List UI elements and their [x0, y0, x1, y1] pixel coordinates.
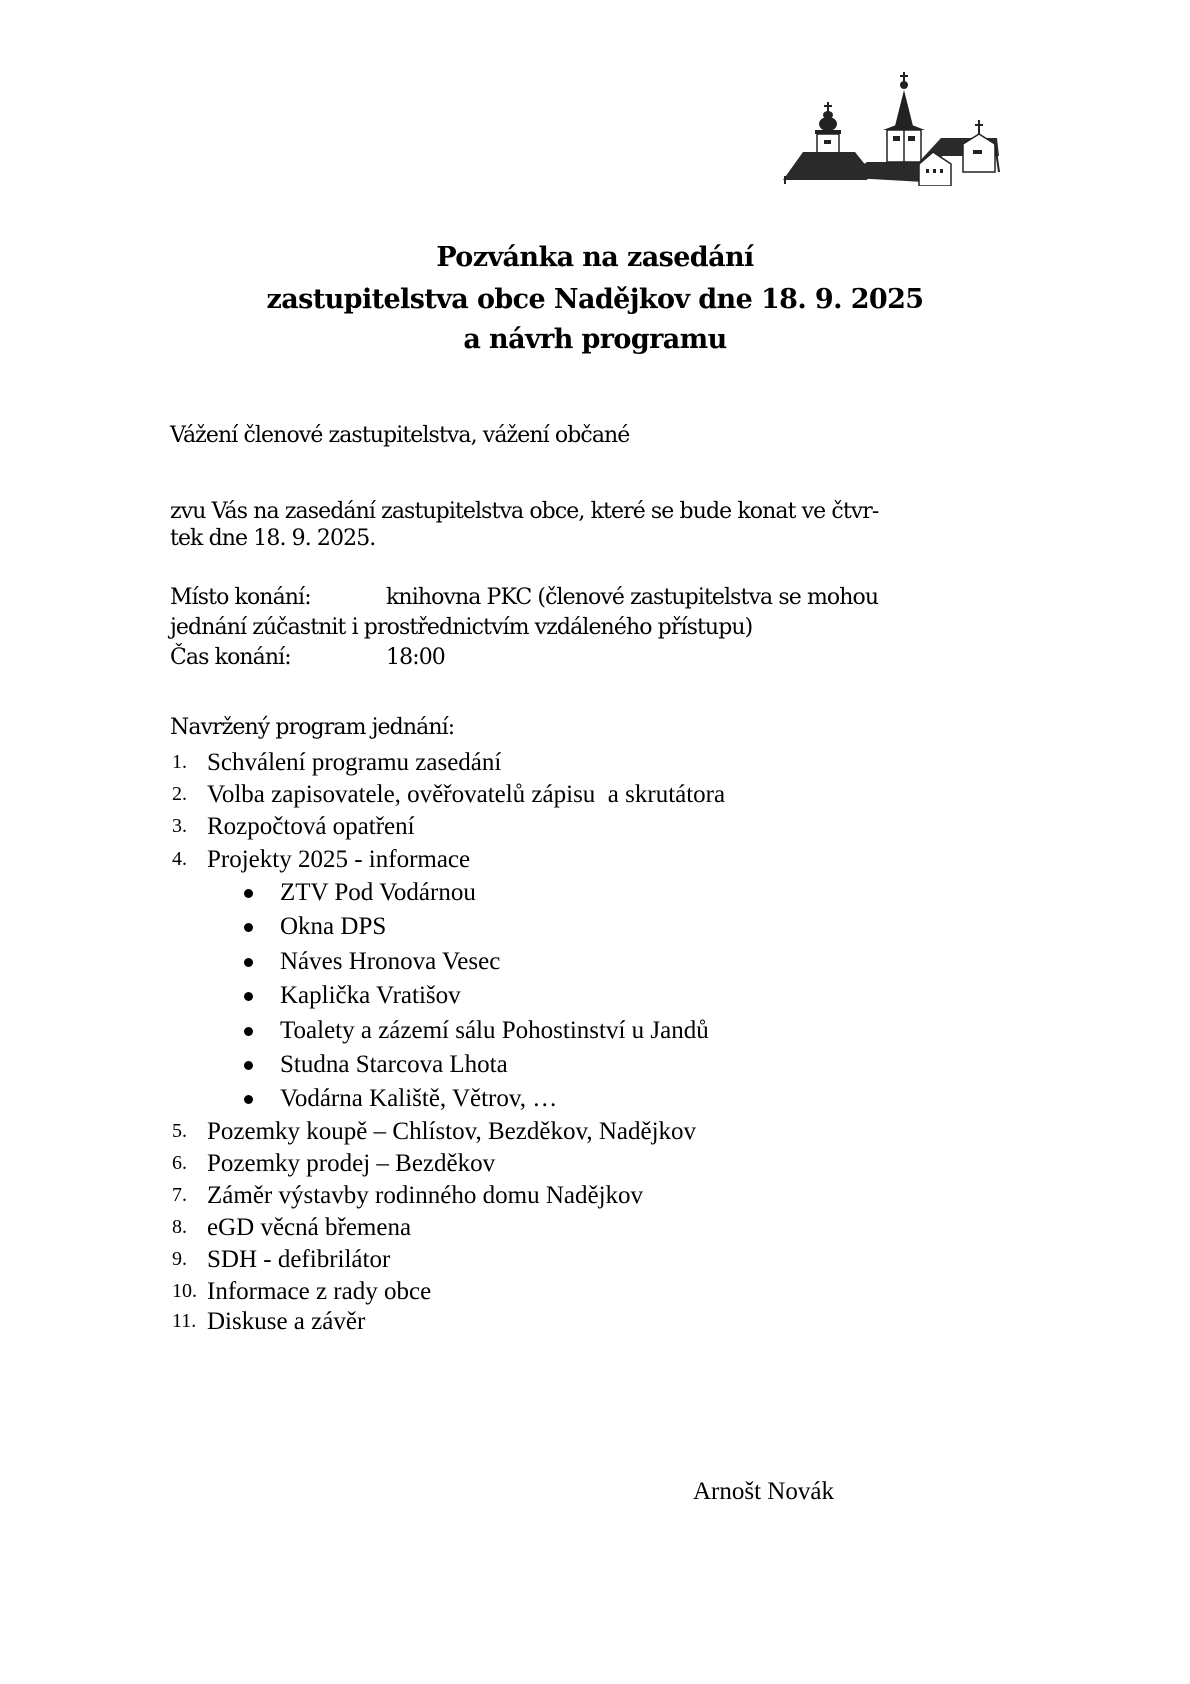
- project-item: Okna DPS: [280, 913, 387, 940]
- project-item: ZTV Pod Vodárnou: [280, 879, 476, 906]
- signature: Arnošt Novák: [693, 1478, 834, 1505]
- agenda-item-number: 4.: [172, 848, 187, 870]
- bullet-icon: [244, 1061, 253, 1070]
- agenda-heading: Navržený program jednání:: [170, 715, 455, 740]
- agenda-item-number: 9.: [172, 1248, 187, 1270]
- agenda-item: Volba zapisovatele, ověřovatelů zápisu a skrutátora: [207, 781, 726, 808]
- agenda-item-number: 10.: [172, 1280, 197, 1302]
- invitation-line-1: zvu Vás na zasedání zastupitelstva obce, které se bude konat ve čtvr-: [170, 499, 879, 524]
- bullet-icon: [244, 889, 253, 898]
- agenda-item-number: 11.: [172, 1310, 197, 1332]
- project-item: Kaplička Vratišov: [280, 982, 461, 1009]
- agenda-item: Rozpočtová opatření: [207, 813, 415, 840]
- bullet-icon: [244, 1095, 253, 1104]
- bullet-icon: [244, 1027, 253, 1036]
- time-value: 18:00: [386, 645, 445, 670]
- page-title-line-1: Pozvánka na zasedání: [436, 242, 754, 273]
- village-logo-icon: [783, 72, 1009, 186]
- agenda-item: Projekty 2025 - informace: [207, 846, 471, 873]
- agenda-item: Schválení programu zasedání: [207, 749, 502, 776]
- agenda-item: Diskuse a závěr: [207, 1308, 366, 1335]
- agenda-item: eGD věcná břemena: [207, 1214, 412, 1241]
- bullet-icon: [244, 992, 253, 1001]
- greeting: Vážení členové zastupitelstva, vážení občané: [170, 423, 630, 448]
- agenda-item: SDH - defibrilátor: [207, 1246, 391, 1273]
- project-item: Studna Starcova Lhota: [280, 1051, 508, 1078]
- place-value: knihovna PKC (členové zastupitelstva se mohou: [386, 585, 879, 610]
- project-item: Toalety a zázemí sálu Pohostinství u Jandů: [280, 1017, 709, 1044]
- place-label: Místo konání:: [170, 585, 311, 610]
- agenda-item: Informace z rady obce: [207, 1278, 432, 1305]
- agenda-item: Záměr výstavby rodinného domu Nadějkov: [207, 1182, 644, 1209]
- agenda-item-number: 3.: [172, 815, 187, 837]
- agenda-item-number: 1.: [172, 751, 187, 773]
- bullet-icon: [244, 958, 253, 967]
- agenda-item-number: 6.: [172, 1152, 187, 1174]
- agenda-item-number: 7.: [172, 1184, 187, 1206]
- place-continuation: jednání zúčastnit i prostřednictvím vzdáleného přístupu): [170, 615, 753, 640]
- agenda-item-number: 2.: [172, 783, 187, 805]
- invitation-line-2: tek dne 18. 9. 2025.: [170, 526, 376, 551]
- project-item: Vodárna Kaliště, Větrov, …: [280, 1085, 558, 1112]
- project-item: Náves Hronova Vesec: [280, 948, 501, 975]
- time-label: Čas konání:: [170, 645, 291, 670]
- agenda-item-number: 5.: [172, 1120, 187, 1142]
- agenda-item: Pozemky prodej – Bezděkov: [207, 1150, 496, 1177]
- bullet-icon: [244, 923, 253, 932]
- page-title-line-3: a návrh programu: [463, 324, 727, 355]
- page-title-line-2: zastupitelstva obce Nadějkov dne 18. 9. 2025: [266, 284, 924, 315]
- agenda-item-number: 8.: [172, 1216, 187, 1238]
- agenda-item: Pozemky koupě – Chlístov, Bezděkov, Nadějkov: [207, 1118, 697, 1145]
